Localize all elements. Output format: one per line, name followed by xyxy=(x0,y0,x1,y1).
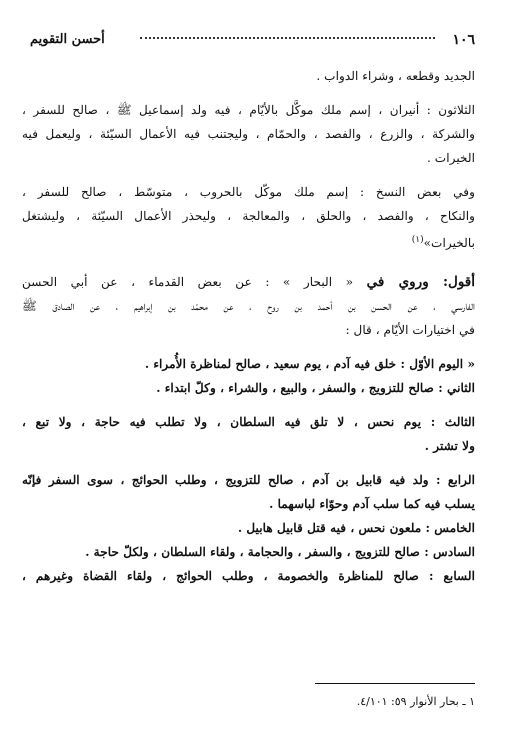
text-line: السادس : صالح للتزويج ، والسفر ، والحجامة ، ولقاء السلطان ، ولكلّ حاجة . xyxy=(85,545,475,559)
text-line: « اليوم الأوّل : خلق فيه آدم ، يوم سعيد ، صالح لمناظرة الأُمراء . xyxy=(144,357,475,371)
text-line: الثلاثون : أنيران ، إسم ملك موكَّل بالأيّام ، فيه ولد إسماعيل ﷺ ، صالح للسفر ، xyxy=(22,103,475,117)
page-body xyxy=(22,64,475,588)
text-line: السابع : صالح للمناظرة والخصومة ، وطلب الحوائج ، ولقاء القضاة وغيرهم ، xyxy=(22,569,475,583)
text-line: الفارسي ، عن الحسن بن أحمد بن روح ، عن محمّد بن إبراهيم ، عن الصادق ﷺ xyxy=(22,299,475,313)
text-line-content: « البحار » : عن بعض القدماء ، عن أبي الحسن xyxy=(22,275,354,289)
text-line-content: بالخيرات xyxy=(431,236,475,251)
lead-phrase: أقول: وروي في xyxy=(366,274,475,290)
text-line: يسلب فيه كما سلب آدم وحوّاء لباسهما . xyxy=(269,497,475,511)
running-title: أحسن التقويم xyxy=(30,32,105,47)
text-line: في اختيارات الأيّام ، قال : xyxy=(345,323,475,337)
page-number: ١٠٦ xyxy=(452,32,475,48)
text-line xyxy=(22,270,475,294)
footnote-marker: (١) xyxy=(411,235,424,245)
text-line: الجديد وقطعه ، وشراء الدواب . xyxy=(316,69,475,83)
text-line: الرابع : ولد فيه قابيل بن آدم ، صالح للتزويج ، وطلب الحوائج ، سوى السفر فإنّه xyxy=(22,473,475,487)
text-line: الثاني : صالح للتزويج ، والسفر ، والبيع ، والشراء ، وكلّ ابتداء . xyxy=(156,381,475,395)
running-header xyxy=(30,30,475,50)
text-line: وفي بعض النسخ : إسم ملك موكّل بالحروب ، متوسّط ، صالح للسفر ، xyxy=(22,185,475,199)
footnote: ١ ـ بحار الأنوار ٥٩: ٤/١٠١. xyxy=(356,695,475,708)
text-line: ولا تشتر . xyxy=(424,439,475,453)
header-dotted-leader xyxy=(140,37,435,39)
text-line xyxy=(22,228,475,252)
text-line: الثالث : يوم نحس ، لا تلق فيه السلطان ، ولا تطلب فيه حاجة ، ولا تبع ، xyxy=(22,415,475,429)
quote-close: » xyxy=(423,236,432,251)
footnote-separator xyxy=(315,683,475,684)
text-line: الخيرات . xyxy=(427,151,475,165)
text-line: والنكاح ، والفصد ، والحلق ، والمعالجة ، وليحذر الأعمال السيّئة ، وليشتغل xyxy=(22,209,475,223)
text-line: الخامس : ملعون نحس ، فيه قتل قابيل هابيل . xyxy=(237,521,475,535)
text-line: والشركة ، والزرع ، والفصد ، والحمّام ، وليجتنب فيه الأعمال السيّئة ، وليعمل فيه xyxy=(22,127,475,141)
